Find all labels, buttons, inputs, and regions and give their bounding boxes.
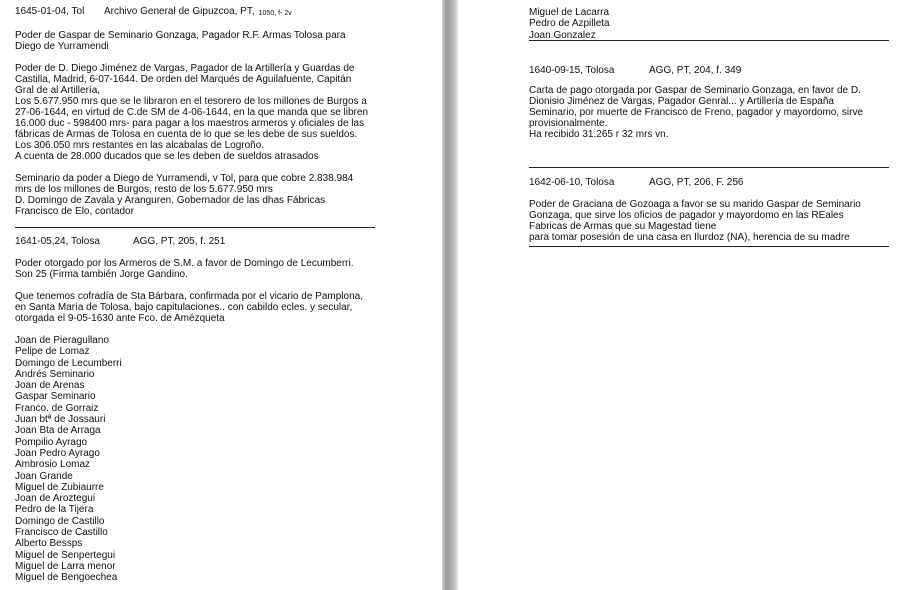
text-line: Joan de Arenas <box>15 380 85 392</box>
entry-1642 <box>529 177 909 243</box>
text-line: Castilla, Madrid, 6-07-1644. De orden del Marqués de Aguilafuente, Capitán <box>15 74 352 85</box>
entry-1645 <box>15 6 435 217</box>
text-line: Joan de Aroztegui <box>15 493 96 505</box>
text-line: D. Domingo de Zavala y Aranguren, Gobernador de las dhas Fábricas <box>15 195 326 206</box>
document-page-left <box>0 0 442 590</box>
separator-line <box>529 40 889 41</box>
text-line: Que tenemos cofradía de Sta Bárbara, confirmada por el vicario de Pamplona, <box>15 291 363 302</box>
separator-line <box>15 227 375 228</box>
entry-date: 1645-01-04, Tol <box>15 6 85 17</box>
text-line: otorgada el 9-05-1630 ante Fco. de Amézqueta <box>15 313 225 324</box>
text-line: Gonzaga, que sirve los oficios de pagador y mayordomo en las REales <box>529 210 844 221</box>
name-list <box>15 335 435 584</box>
separator-line <box>529 167 889 168</box>
paragraph <box>15 258 435 280</box>
paragraph <box>529 85 909 140</box>
text-line: Dionisio Jiménez de Vargas, Pagador Genral... y Artillería de España <box>529 96 834 107</box>
name-list-continued <box>529 7 899 41</box>
text-line: Pelipe de Lomaz <box>15 346 90 358</box>
text-line: Francisco de Castillo <box>15 527 108 539</box>
text-line: A cuenta de 28.000 ducados que se les deben de sueldos atrasados <box>15 151 319 162</box>
separator-line <box>529 246 889 247</box>
text-line: provisionalmente. <box>529 118 608 129</box>
text-line: Seminario da poder a Diego de Yurramendi, v Tol, para que cobre 2.838.984 <box>15 173 354 184</box>
text-line: Miguel de Zubiaurre <box>15 481 104 493</box>
text-line: Domingo de Castillo <box>15 515 105 527</box>
entry-header <box>529 65 909 76</box>
text-line: Seminario, por muerte de Francisco de Freno, pagador y mayordomo, sirve <box>529 107 864 118</box>
text-line: Poder de Gaspar de Seminario Gonzaga, Pagador R.F. Armas Tolosa para <box>15 30 346 41</box>
text-line: Pedro de la Tijera <box>15 504 94 516</box>
text-line: Domingo de Lecumberri <box>15 357 122 369</box>
paragraph <box>15 173 435 217</box>
text-line: Pompilio Ayrago <box>15 436 88 448</box>
document-page-right <box>458 0 918 590</box>
entry-archive: Archivo General de Gipuzcoa, PT, <box>104 6 255 17</box>
text-line: Joan Gonzalez <box>529 29 596 41</box>
entry-ref: AGG, PT, 205, f. 251 <box>133 236 226 247</box>
text-line: Miguel de Lacarra <box>529 7 610 18</box>
text-line: Son 25 (Firma también Jorge Gandino. <box>15 269 188 280</box>
text-line: Miguel de Larra menor <box>15 560 116 572</box>
entry-date: 1640-09-15, Tolosa <box>529 65 615 76</box>
text-line: para tomar posesión de una casa en Ilurdoz (NA), herencia de su madre <box>529 232 850 243</box>
text-line: Joan Bta de Arraga <box>15 425 101 437</box>
text-line: mrs de los millones de Burgos, resto de los 5.677.950 mrs <box>15 184 273 195</box>
entry-1640 <box>529 65 909 140</box>
page-gutter <box>442 0 458 590</box>
entry-header <box>15 6 435 19</box>
entry-header <box>15 236 435 247</box>
entry-date: 1641-05,24, Tolosa <box>15 236 100 247</box>
text-line: Carta de pago otorgada por Gaspar de Seminario Gonzaga, en favor de D. <box>529 85 861 96</box>
text-line: Ambrosio Lomaz <box>15 459 91 471</box>
paragraph <box>529 199 909 243</box>
text-line: Los 5.677.950 mrs que se le libraron en el tesorero de los millones de Burgos a <box>15 96 367 107</box>
entry-ref: AGG, PT, 206, F. 256 <box>649 177 744 188</box>
text-line: fábricas de Armas de Tolosa en cuenta de lo que se les debe de sus sueldos. <box>15 129 358 140</box>
text-line: 16.000 duc - 598400 mrs- para pagar a los maestros armeros y oficiales de las <box>15 118 365 129</box>
text-line: Alberto Bessps <box>15 538 83 550</box>
text-line: Gral de al Artillería, <box>15 85 101 96</box>
text-line: Los 306.050 mrs restantes en las alcabalas de Logroño. <box>15 140 265 151</box>
text-line: Joan Pedro Ayrago <box>15 447 100 459</box>
entry-archive-ref: 1050, f- 2v <box>258 10 292 17</box>
text-line: Ha recibido 31.265 r 32 mrs vn. <box>529 129 669 140</box>
text-line: Poder de Graciana de Gozoaga a favor se su marido Gaspar de Seminario <box>529 199 861 210</box>
text-line: en Santa María de Tolosa, bajo capitulaciones.. con cabildo ecles. y secular, <box>15 302 353 313</box>
paragraph <box>15 30 435 52</box>
text-line: Diego de Yurramendi <box>15 41 109 52</box>
paragraph <box>15 291 435 324</box>
text-line: Fabricas de Armas que su Magestad tiene <box>529 221 717 232</box>
paragraph <box>15 63 435 162</box>
text-line: Joan de Pieragullano <box>15 335 109 346</box>
entry-ref: AGG, PT, 204, f. 349 <box>649 65 742 76</box>
text-line: Pedro de Azpilleta <box>529 18 610 30</box>
entry-header <box>529 177 909 188</box>
text-line: 27-06-1644, en virtud de C.de SM de 4-06-1644, en la que manda que se libren <box>15 107 369 118</box>
text-line: Franco. de Gorraiz <box>15 402 99 414</box>
entry-date: 1642-06-10, Tolosa <box>529 177 615 188</box>
text-line: Poder de D. Diego Jiménez de Vargas, Pagador de la Artillería y Guardas de <box>15 63 355 74</box>
text-line: Francisco de Elo, contador <box>15 206 134 217</box>
text-line: Juan btª de Jossauri <box>15 414 106 426</box>
text-line: Miguel de Senpertegui <box>15 549 116 561</box>
text-line: Miguel de Bengoechea <box>15 572 118 584</box>
text-line: Gaspar Seminario <box>15 391 96 403</box>
text-line: Andrés Seminario <box>15 368 95 380</box>
text-line: Joan Grande <box>15 470 73 482</box>
text-line: Poder otorgado por los Armeros de S.M. a favor de Domingo de Lecumberri. <box>15 258 354 269</box>
entry-1641 <box>15 236 435 584</box>
